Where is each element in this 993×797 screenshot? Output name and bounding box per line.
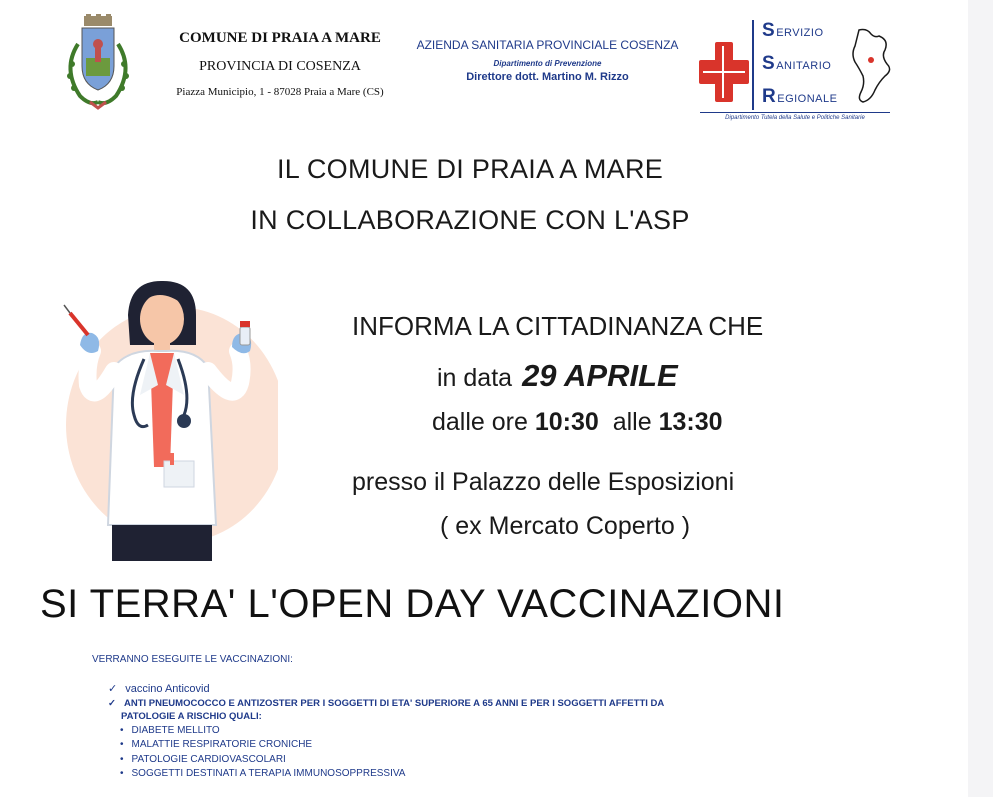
ssr-logo [752, 20, 854, 110]
info-date: in data 29 APRILE [437, 358, 678, 393]
headline-line-1: IL COMUNE DI PRAIA A MARE [276, 154, 664, 184]
info-venue-note: ( ex Mercato Coperto ) [440, 512, 691, 540]
check-item-pneumococco-cont: PATOLOGIE A RISCHIO QUALI: [121, 711, 262, 722]
asp-department: Dipartimento di Prevenzione [493, 59, 602, 68]
time-to: 13:30 [658, 408, 723, 436]
list-item: • PATOLOGIE CARDIOVASCOLARI [120, 753, 405, 767]
vaccinations-intro: VERRANNO ESEGUITE LE VACCINAZIONI: [92, 654, 293, 665]
health-cross-icon [697, 40, 751, 104]
list-item: • DIABETE MELLITO [120, 724, 405, 738]
list-item: • SOGGETTI DESTINATI A TERAPIA IMMUNOSOPPRESSIVA [120, 767, 405, 781]
calabria-map-icon [845, 26, 895, 106]
doctor-illustration [58, 275, 278, 565]
time-from: 10:30 [534, 408, 599, 436]
comune-header [160, 30, 400, 98]
list-item: • MALATTIE RESPIRATORIE CRONICHE [120, 738, 405, 752]
date-value: 29 APRILE [522, 358, 678, 393]
comune-name: COMUNE DI PRAIA A MARE [179, 30, 381, 46]
ssr-footer: Dipartimento Tutela della Salute e Politiche Sanitarie [700, 112, 890, 121]
check-item-anticovid: ✓ vaccino Anticovid [108, 683, 210, 695]
comune-address: Piazza Municipio, 1 - 87028 Praia a Mare (CS) [176, 86, 384, 98]
conditions-list [120, 724, 405, 781]
asp-director: Direttore dott. Martino M. Rizzo [466, 71, 629, 83]
info-time: dalle ore 10:30 alle 13:30 [432, 408, 723, 436]
check-item-pneumococco: ✓ ANTI PNEUMOCOCCO E ANTIZOSTER PER I SOGGETTI DI ETA' SUPERIORE A 65 ANNI E PER I SOGGETTI AFFETTI DA [108, 698, 665, 709]
checkmark-icon: ✓ [108, 698, 116, 709]
headline-line-2: IN COLLABORAZIONE CON L'ASP [250, 205, 690, 235]
event-title: SI TERRA' L'OPEN DAY VACCINAZIONI [40, 582, 785, 626]
checkmark-icon: ✓ [108, 683, 118, 695]
municipal-crest-logo [56, 14, 140, 114]
comune-province: PROVINCIA DI COSENZA [199, 59, 361, 74]
info-venue: presso il Palazzo delle Esposizioni [352, 468, 735, 496]
info-line-1: INFORMA LA CITTADINANZA CHE [352, 311, 764, 341]
asp-header [405, 38, 690, 83]
ssr-line-regionale: REGIONALE [762, 86, 838, 107]
ssr-line-sanitario: SANITARIO [762, 53, 832, 74]
ssr-line-servizio: SERVIZIO [762, 20, 824, 41]
asp-name: AZIENDA SANITARIA PROVINCIALE COSENZA [416, 38, 679, 52]
